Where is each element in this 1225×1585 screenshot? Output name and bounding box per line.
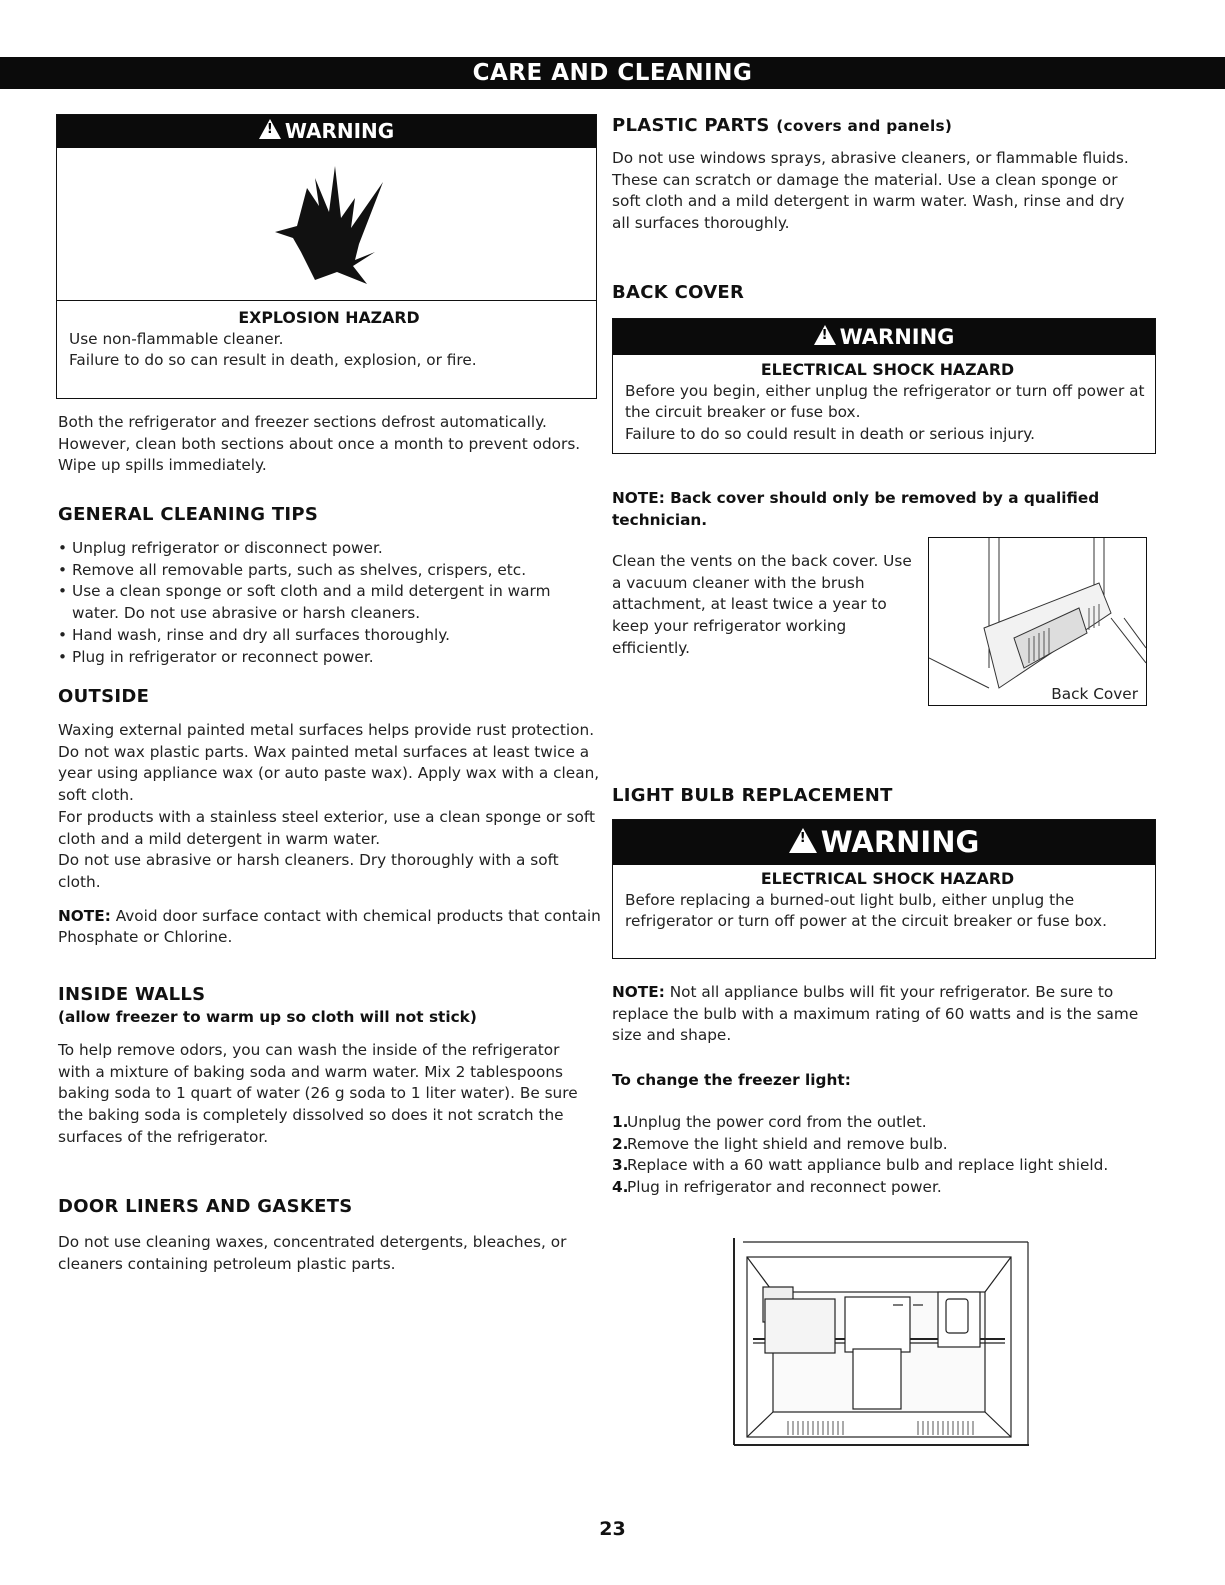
warning-triangle-icon bbox=[789, 828, 817, 853]
page-banner-title: CARE AND CLEANING bbox=[0, 57, 1225, 89]
list-item: • Unplug refrigerator or disconnect power. bbox=[58, 538, 588, 560]
outside-note: NOTE: Avoid door surface contact with chemical products that contain Phosphate or Chlorine. bbox=[58, 906, 601, 947]
outside-heading: OUTSIDE bbox=[58, 686, 150, 707]
plastic-parts-heading: PLASTIC PARTS (covers and panels) bbox=[612, 115, 953, 136]
explosion-hazard-title: EXPLOSION HAZARD bbox=[238, 308, 420, 327]
freezer-light-steps bbox=[612, 1112, 1142, 1199]
inside-walls-subheading: (allow freezer to warm up so cloth will not stick) bbox=[58, 1008, 477, 1026]
back-cover-note: NOTE: Back cover should only be removed by a qualified technician. bbox=[612, 489, 1100, 529]
freezer-interior-figure bbox=[733, 1237, 1030, 1446]
refrigerator-back-illustration bbox=[929, 538, 1146, 705]
list-item: • Plug in refrigerator or reconnect power. bbox=[58, 647, 588, 669]
back-cover-warning-box bbox=[612, 318, 1156, 454]
warning-header bbox=[613, 820, 1155, 865]
general-cleaning-list bbox=[58, 538, 588, 668]
warning-header bbox=[613, 319, 1155, 355]
light-bulb-heading: LIGHT BULB REPLACEMENT bbox=[612, 785, 893, 806]
door-liners-paragraph: Do not use cleaning waxes, concentrated detergents, bleaches, or cleaners containing petroleum plastic parts. bbox=[58, 1233, 567, 1273]
light-bulb-warning-box bbox=[612, 819, 1156, 959]
warning-line-1: Before replacing a burned-out light bulb, either unplug the refrigerator or turn off power at the circuit breaker or fuse box. bbox=[625, 890, 1107, 931]
general-cleaning-heading: GENERAL CLEANING TIPS bbox=[58, 504, 319, 525]
list-item: 1. Unplug the power cord from the outlet. bbox=[612, 1113, 927, 1131]
explosion-warning-box bbox=[56, 114, 597, 399]
warning-line-1: Before you begin, either unplug the refrigerator or turn off power at the circuit breaker or fuse box. bbox=[625, 381, 1145, 422]
electrical-hazard-title: ELECTRICAL SHOCK HAZARD bbox=[760, 360, 1015, 379]
figure-label: Back Cover bbox=[1048, 685, 1138, 703]
page-number: 23 bbox=[599, 1518, 626, 1540]
inside-walls-heading: INSIDE WALLS bbox=[58, 984, 206, 1005]
inside-walls-paragraph: To help remove odors, you can wash the inside of the refrigerator with a mixture of baking soda and warm water. Mix 2 tablespoons baking soda to 1 quart of water (26 g soda to 1 liter water). Be sure the baking soda is completely dissolved so does it not scratch the surfaces of the refrigerator. bbox=[58, 1041, 578, 1146]
light-bulb-note: NOTE: Not all appliance bulbs will fit your refrigerator. Be sure to replace the bulb with a maximum rating of 60 watts and is the same size and shape. bbox=[612, 983, 1139, 1045]
list-item: 4. Plug in refrigerator and reconnect power. bbox=[612, 1178, 942, 1197]
list-item: • Use a clean sponge or soft cloth and a mild detergent in warm water. Do not use abrasive or harsh cleaners. bbox=[58, 581, 588, 624]
warning-label: WARNING bbox=[820, 825, 980, 859]
warning-triangle-icon bbox=[259, 119, 281, 139]
door-liners-heading: DOOR LINERS AND GASKETS bbox=[58, 1196, 353, 1217]
warning-line-2: Failure to do so can result in death, explosion, or fire. bbox=[69, 351, 477, 370]
back-cover-heading: BACK COVER bbox=[612, 282, 745, 303]
outside-text bbox=[58, 720, 603, 949]
list-item: 3. Replace with a 60 watt appliance bulb and replace light shield. bbox=[612, 1156, 1109, 1175]
warning-line-2: Failure to do so could result in death or serious injury. bbox=[625, 425, 1036, 444]
warning-label: WARNING bbox=[284, 119, 395, 143]
warning-header bbox=[57, 115, 596, 148]
back-cover-paragraph: Clean the vents on the back cover. Use a vacuum cleaner with the brush attachment, at least twice a year to keep your refrigerator working efficiently. bbox=[612, 552, 912, 657]
list-item: 2. Remove the light shield and remove bulb. bbox=[612, 1134, 948, 1153]
outside-paragraph-2: For products with a stainless steel exterior, use a clean sponge or soft cloth and a mild detergent in warm water. bbox=[58, 807, 595, 848]
explosion-icon bbox=[57, 148, 596, 300]
outside-paragraph-3: Do not use abrasive or harsh cleaners. Dry thoroughly with a soft cloth. bbox=[58, 851, 559, 891]
list-item: • Remove all removable parts, such as shelves, crispers, etc. bbox=[58, 560, 588, 582]
intro-paragraph: Both the refrigerator and freezer sections defrost automatically. However, clean both sections about once a month to prevent odors. Wipe up spills immediately. bbox=[58, 413, 581, 475]
back-cover-figure bbox=[928, 537, 1147, 706]
freezer-interior-illustration bbox=[733, 1237, 1030, 1446]
electrical-hazard-title: ELECTRICAL SHOCK HAZARD bbox=[760, 869, 1015, 888]
outside-paragraph-1: Waxing external painted metal surfaces helps provide rust protection. Do not wax plastic parts. Wax painted metal surfaces at least twice a year using appliance wax (or auto paste wax). Apply wax with a clean, soft cloth. bbox=[58, 721, 600, 805]
warning-label: WARNING bbox=[839, 325, 955, 349]
freezer-light-subheading: To change the freezer light: bbox=[612, 1071, 851, 1089]
warning-line-1: Use non-flammable cleaner. bbox=[69, 329, 284, 348]
list-item: • Hand wash, rinse and dry all surfaces thoroughly. bbox=[58, 625, 588, 647]
warning-triangle-icon bbox=[814, 325, 836, 345]
plastic-parts-paragraph: Do not use windows sprays, abrasive cleaners, or flammable fluids. These can scratch or damage the material. Use a clean sponge or soft cloth and a mild detergent in warm water. Wash, rinse and dry all surfaces thoroughly. bbox=[612, 149, 1129, 233]
